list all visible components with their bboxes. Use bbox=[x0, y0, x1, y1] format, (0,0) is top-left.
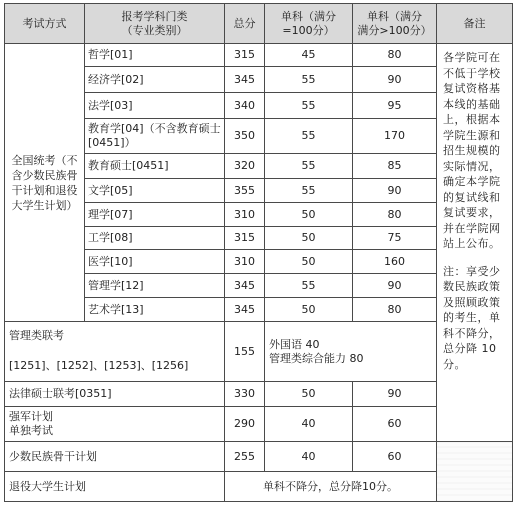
single-low-cell: 50 bbox=[265, 298, 353, 322]
single-low-cell: 50 bbox=[265, 382, 353, 407]
mgmt-joint-label-line1: 管理类联考 bbox=[9, 329, 64, 342]
header-total: 总分 bbox=[225, 4, 265, 44]
subject-cell: 理学[07] bbox=[85, 203, 225, 227]
total-cell: 315 bbox=[225, 227, 265, 250]
header-category bbox=[85, 4, 225, 44]
header-category-line1: 报考学科门类 bbox=[121, 9, 188, 23]
national-exam-label bbox=[5, 44, 85, 322]
single-low-cell: 55 bbox=[265, 119, 353, 154]
single-high-cell: 80 bbox=[353, 203, 437, 227]
single-low-cell: 55 bbox=[265, 154, 353, 179]
single-high-cell: 90 bbox=[353, 67, 437, 93]
veteran-label: 退役大学生计划 bbox=[5, 472, 225, 502]
total-cell: 340 bbox=[225, 93, 265, 119]
notes-cell bbox=[437, 44, 513, 442]
total-cell: 350 bbox=[225, 119, 265, 154]
notes-paragraph-2: 注：享受少数民族政策及照顾政策的考生，单科不降分，总分降 10分。 bbox=[443, 264, 501, 371]
subject-cell: 法学[03] bbox=[85, 93, 225, 119]
total-cell: 310 bbox=[225, 250, 265, 274]
total-cell: 255 bbox=[225, 442, 265, 472]
mgmt-joint-detail bbox=[265, 322, 437, 382]
subject-cell: 教育学[04]（不含教育硕士[0451]） bbox=[85, 119, 225, 154]
single-low-cell: 55 bbox=[265, 67, 353, 93]
single-high-cell: 170 bbox=[353, 119, 437, 154]
subject-cell: 哲学[01] bbox=[85, 44, 225, 67]
header-method: 考试方式 bbox=[5, 4, 85, 44]
subject-cell: 医学[10] bbox=[85, 250, 225, 274]
single-high-cell: 80 bbox=[353, 44, 437, 67]
table-row-military bbox=[5, 407, 513, 442]
national-exam-label-text: 全国统考（不含少数民族骨干计划和退役大学生计划） bbox=[11, 153, 78, 212]
header-single-high-line1: 单科（满分 bbox=[367, 9, 422, 23]
header-single-low bbox=[265, 4, 353, 44]
single-high-cell: 60 bbox=[353, 407, 437, 442]
single-high-cell: 90 bbox=[353, 274, 437, 298]
veteran-note: 单科不降分，总分降10分。 bbox=[225, 472, 437, 502]
single-high-cell: 90 bbox=[353, 382, 437, 407]
single-high-cell: 95 bbox=[353, 93, 437, 119]
total-cell: 345 bbox=[225, 298, 265, 322]
total-cell: 345 bbox=[225, 67, 265, 93]
single-low-cell: 55 bbox=[265, 179, 353, 203]
score-table bbox=[4, 3, 513, 502]
header-row bbox=[5, 4, 513, 44]
single-low-cell: 50 bbox=[265, 250, 353, 274]
notes-spacer bbox=[443, 252, 508, 264]
single-high-cell: 80 bbox=[353, 298, 437, 322]
total-cell: 330 bbox=[225, 382, 265, 407]
table-row bbox=[5, 44, 513, 67]
total-cell: 290 bbox=[225, 407, 265, 442]
total-cell: 355 bbox=[225, 179, 265, 203]
total-cell: 315 bbox=[225, 44, 265, 67]
subject-cell: 教育硕士[0451] bbox=[85, 154, 225, 179]
mgmt-joint-detail-line2: 管理类综合能力 80 bbox=[269, 351, 364, 365]
header-category-line2: （专业类别） bbox=[121, 23, 188, 37]
table-row-minority bbox=[5, 442, 513, 472]
table-row-veteran bbox=[5, 472, 513, 502]
header-single-high-line2: 满分>100分） bbox=[357, 23, 432, 37]
notes-paragraph-1: 各学院可在不低于学校复试资格基本线的基础上，根据本学院生源和招生规模的实际情况，确定本学院的复试线和复试要求，并在学院网站上公布。 bbox=[443, 51, 501, 250]
mgmt-joint-detail-line1: 外国语 40 bbox=[269, 337, 320, 351]
header-single-high bbox=[353, 4, 437, 44]
header-single-low-line1: 单科（满分 bbox=[281, 9, 336, 23]
subject-cell: 经济学[02] bbox=[85, 67, 225, 93]
mgmt-joint-label-line2: [1251]、[1252]、[1253]、[1256] bbox=[9, 359, 189, 372]
single-low-cell: 55 bbox=[265, 93, 353, 119]
single-low-cell: 50 bbox=[265, 227, 353, 250]
header-notes: 备注 bbox=[437, 4, 513, 44]
subject-cell: 文学[05] bbox=[85, 179, 225, 203]
mgmt-joint-total: 155 bbox=[225, 322, 265, 382]
header-single-low-line2: =100分） bbox=[282, 23, 335, 37]
single-low-cell: 55 bbox=[265, 274, 353, 298]
total-cell: 310 bbox=[225, 203, 265, 227]
military-label-line2: 单独考试 bbox=[9, 424, 53, 437]
military-label bbox=[5, 407, 225, 442]
total-cell: 345 bbox=[225, 274, 265, 298]
law-joint-label: 法律硕士联考[0351] bbox=[5, 382, 225, 407]
military-label-line1: 强军计划 bbox=[9, 410, 53, 423]
subject-cell: 艺术学[13] bbox=[85, 298, 225, 322]
single-high-cell: 60 bbox=[353, 442, 437, 472]
minority-label: 少数民族骨干计划 bbox=[5, 442, 225, 472]
total-cell: 320 bbox=[225, 154, 265, 179]
single-high-cell: 75 bbox=[353, 227, 437, 250]
single-high-cell: 85 bbox=[353, 154, 437, 179]
subject-cell: 管理学[12] bbox=[85, 274, 225, 298]
mgmt-joint-label bbox=[5, 322, 225, 382]
single-low-cell: 45 bbox=[265, 44, 353, 67]
single-high-cell: 90 bbox=[353, 179, 437, 203]
notes-hatched-area bbox=[437, 442, 513, 502]
single-low-cell: 50 bbox=[265, 203, 353, 227]
table-row-mgmt-joint bbox=[5, 322, 513, 382]
subject-cell: 工学[08] bbox=[85, 227, 225, 250]
table-row-law-joint bbox=[5, 382, 513, 407]
single-high-cell: 160 bbox=[353, 250, 437, 274]
single-low-cell: 40 bbox=[265, 442, 353, 472]
single-low-cell: 40 bbox=[265, 407, 353, 442]
